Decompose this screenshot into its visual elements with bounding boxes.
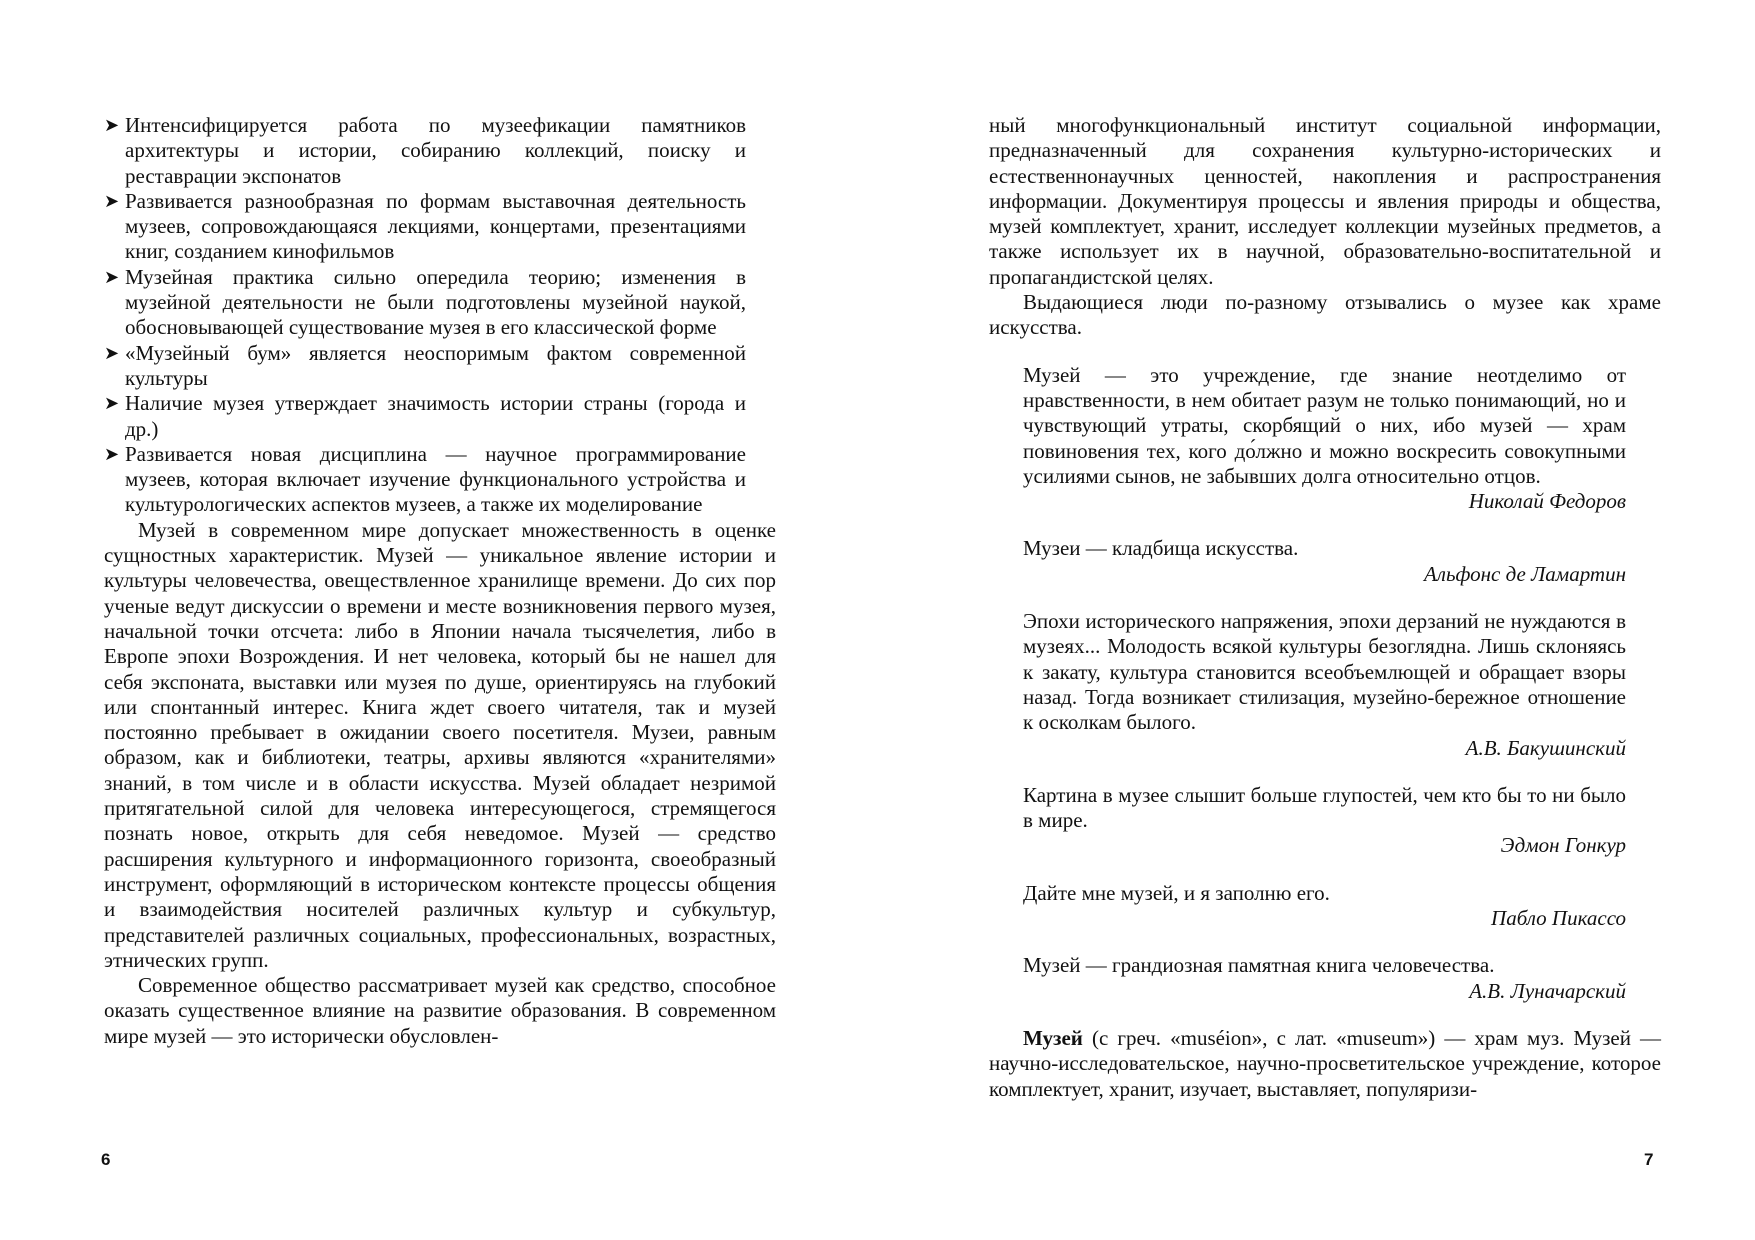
quote-block [1023, 783, 1626, 859]
right-page [878, 0, 1755, 1240]
right-text-column [989, 113, 1661, 1102]
quote-text: Музей — грандиозная памятная книга человечества. [1023, 953, 1495, 978]
quotes-intro: Выдающиеся люди по-разному отзывались о музее как храме искусства. [989, 290, 1661, 340]
quote-author: Пабло Пикассо [1491, 906, 1626, 931]
body-paragraph-1: Музей в современном мире допускает множественность в оценке сущностных характеристик. Музей — уникальное явление истории и культуры человечества, овеществленное хранилище времени. До сих пор ученые ведут дискуссии о времени и месте возникновения первого музея, начальной точки отсчета: либо в Японии начала тысячелетия, либо в Европе эпохи Возрождения. И нет человека, который бы не нашел для себя экспоната, выставки или музея по душе, ориентируясь на глубокий или спонтанный интерес. Книга ждет своего читателя, так и музей постоянно пребывает в ожидании своего посетителя. Музеи, равным образом, как и библиотеки, театры, архивы являются «хранителями» знаний, в том числе и в области искусства. Музей обладает незримой притягательной силой для человека интересующегося, стремящегося познать новое, открыть для себя неведомое. Музей — средство расширения культурного и информационного горизонта, своеобразный инструмент, оформляющий в историческом контексте процессы общения и взаимодействия носителей различных культур и субкультур, представителей различных социальных, профессиональных, возрастных, этнических групп. [104, 517, 776, 972]
list-item: ➤ Развивается новая дисциплина — научное программирование музеев, которая включает изучение функционального устройства и культурологических аспектов музеев, а также их моделирование [104, 441, 746, 517]
body-paragraph-2: Современное общество рассматривает музей как средство, способное оказать существенное влияние на развитие образования. В современном мире музей — это исторически обусловлен- [104, 973, 776, 1048]
page-number-right: 7 [1644, 1150, 1654, 1169]
list-item: ➤ Развивается разнообразная по формам выставочная деятельность музеев, сопровождающаяся лекциями, концертами, презентациями книг, созданием кинофильмов [104, 188, 746, 264]
list-item: ➤ «Музейный бум» является неоспоримым фактом современной культуры [104, 340, 746, 390]
quote-block [1023, 953, 1626, 1004]
quote-author: А.В. Бакушинский [1465, 735, 1626, 760]
continuation-paragraph: ный многофункциональный институт социальной информации, предназначенный для сохранения культурно-исторических и естественнонаучных ценностей, накопления и распространения информации. Документируя процессы и явления природы и общества, музей комплектует, хранит, исследует коллекции музейных предметов, а также использует их в научной, образовательно-воспитательной и пропагандистской целях. [989, 113, 1661, 289]
page-number-left: 6 [101, 1150, 111, 1169]
arrow-bullet-icon: ➤ [104, 115, 120, 135]
left-text-column [104, 113, 776, 1049]
arrow-bullet-icon: ➤ [104, 393, 120, 414]
arrow-bullet-icon: ➤ [104, 190, 120, 211]
list-item: ➤ Интенсифицируется работа по музеефикации памятников архитектуры и истории, собиранию коллекций, поиску и реставрации экспонатов [104, 113, 746, 188]
quote-author: А.В. Луначарский [1469, 978, 1626, 1003]
quote-text: Картина в музее слышит больше глупостей, чем кто бы то ни было в мире. [1023, 782, 1626, 833]
quote-text: Музей — это учреждение, где знание неотделимо от нравственности, в нем обитает разум не только понимающий, но и чувствующий утраты, скорбящий о них, ибо музей — храм повиновения тех, кого до́лжно и можно воскресить совокупными усилиями сынов, не забывших долга относительно отцов. [1023, 362, 1626, 488]
definition-term: Музей [1023, 1025, 1083, 1050]
quote-author: Николай Федоров [1468, 489, 1626, 514]
list-item: ➤ Музейная практика сильно опередила теорию; изменения в музейной деятельности не были подготовлены музейной наукой, обосновывающей существование музея в его классической форме [104, 264, 746, 340]
quote-block [1023, 363, 1626, 515]
arrow-bullet-icon: ➤ [104, 266, 120, 287]
definition-text: (с греч. «muséion», с лат. «museum») — храм муз. Музей — научно-исследовательское, научно-просветительское учреждение, которое комплектует, хранит, изучает, выставляет, популяризи- [989, 1025, 1661, 1101]
quote-text: Дайте мне музей, и я заполню его. [1023, 880, 1330, 905]
quote-block [1023, 609, 1626, 761]
quote-author: Эдмон Гонкур [1500, 833, 1626, 858]
quote-block [1023, 536, 1626, 587]
quote-author: Альфонс де Ламартин [1423, 561, 1626, 586]
quote-text: Музеи — кладбища искусства. [1023, 536, 1299, 561]
arrow-bullet-icon: ➤ [104, 443, 120, 464]
quote-text: Эпохи исторического напряжения, эпохи дерзаний не нуждаются в музеях... Молодость всякой культуры безоглядна. Лишь склоняясь к закату, культура становится всеобъемлющей и обращает взоры назад. Тогда возникает стилизация, музейно-бережное отношение к осколкам былого. [1023, 609, 1626, 735]
list-item: ➤ Наличие музея утверждает значимость истории страны (города и др.) [104, 391, 746, 441]
bullet-list [104, 113, 746, 518]
quote-block [1023, 881, 1626, 932]
definition-paragraph [989, 1026, 1661, 1102]
arrow-bullet-icon: ➤ [104, 342, 120, 363]
